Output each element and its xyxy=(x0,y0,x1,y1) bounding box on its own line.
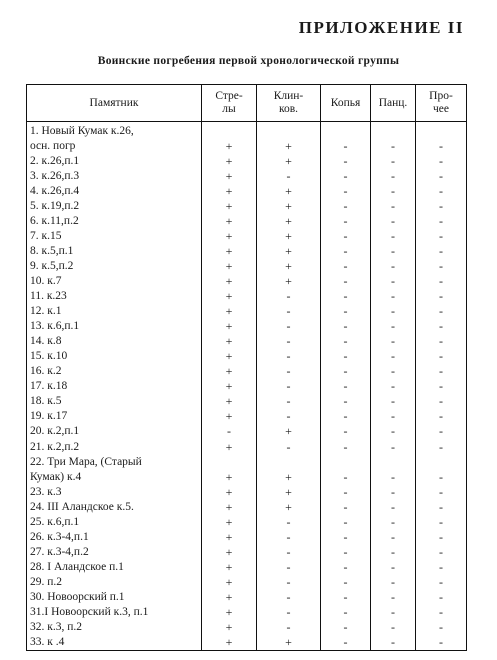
monument-cell: 12. к.1 xyxy=(27,304,202,319)
column-header-blades-text: Клин- ков. xyxy=(273,90,304,115)
other-cell: - xyxy=(416,439,467,454)
armor-cell: - xyxy=(371,349,416,364)
arrows-cell: + xyxy=(202,499,257,514)
arrows-cell: + xyxy=(202,589,257,604)
armor-cell: - xyxy=(371,213,416,228)
monument-cell: 1. Новый Кумак к.26, xyxy=(27,122,202,139)
blades-cell: + xyxy=(257,183,321,198)
other-cell: - xyxy=(416,198,467,213)
monument-cell: 2. к.26,п.1 xyxy=(27,153,202,168)
table-row xyxy=(27,454,467,469)
table-row xyxy=(27,213,467,228)
arrows-cell: + xyxy=(202,379,257,394)
blades-cell: - xyxy=(257,544,321,559)
arrows-cell: + xyxy=(202,469,257,484)
other-cell: - xyxy=(416,469,467,484)
table-row xyxy=(27,289,467,304)
column-header-monument: Памятник xyxy=(27,85,202,122)
spears-cell: - xyxy=(321,439,371,454)
armor-cell: - xyxy=(371,168,416,183)
table-row xyxy=(27,334,467,349)
table-row xyxy=(27,574,467,589)
spears-cell: - xyxy=(321,484,371,499)
blades-cell: - xyxy=(257,574,321,589)
armor-cell: - xyxy=(371,319,416,334)
armor-cell: - xyxy=(371,635,416,651)
other-cell: - xyxy=(416,514,467,529)
header-row xyxy=(27,85,467,122)
table-row xyxy=(27,544,467,559)
table-row xyxy=(27,605,467,620)
monument-cell: 6. к.11,п.2 xyxy=(27,213,202,228)
other-cell: - xyxy=(416,544,467,559)
table-row xyxy=(27,409,467,424)
monument-cell: 20. к.2,п.1 xyxy=(27,424,202,439)
monument-cell: 16. к.2 xyxy=(27,364,202,379)
other-cell: - xyxy=(416,228,467,243)
arrows-cell: + xyxy=(202,334,257,349)
spears-cell: - xyxy=(321,574,371,589)
blades-cell: + xyxy=(257,258,321,273)
monument-cell: 32. к.3, п.2 xyxy=(27,620,202,635)
table-row xyxy=(27,138,467,153)
spears-cell: - xyxy=(321,589,371,604)
table-row xyxy=(27,589,467,604)
spears-cell xyxy=(321,122,371,139)
other-cell: - xyxy=(416,589,467,604)
armor-cell: - xyxy=(371,499,416,514)
monument-cell: 3. к.26,п.3 xyxy=(27,168,202,183)
spears-cell: - xyxy=(321,334,371,349)
other-cell: - xyxy=(416,529,467,544)
blades-cell: - xyxy=(257,334,321,349)
monument-cell: 15. к.10 xyxy=(27,349,202,364)
armor-cell: - xyxy=(371,529,416,544)
other-cell: - xyxy=(416,334,467,349)
blades-cell xyxy=(257,454,321,469)
monument-cell: 8. к.5,п.1 xyxy=(27,243,202,258)
other-cell: - xyxy=(416,574,467,589)
blades-cell: + xyxy=(257,484,321,499)
armor-cell: - xyxy=(371,243,416,258)
monument-cell: 18. к.5 xyxy=(27,394,202,409)
armor-cell: - xyxy=(371,289,416,304)
burials-table xyxy=(26,84,467,651)
other-cell: - xyxy=(416,364,467,379)
table-row xyxy=(27,349,467,364)
table-row xyxy=(27,243,467,258)
table-row xyxy=(27,273,467,288)
arrows-cell: + xyxy=(202,289,257,304)
other-cell: - xyxy=(416,319,467,334)
table-row xyxy=(27,183,467,198)
other-cell: - xyxy=(416,394,467,409)
arrows-cell: + xyxy=(202,304,257,319)
spears-cell: - xyxy=(321,620,371,635)
spears-cell: - xyxy=(321,424,371,439)
spears-cell: - xyxy=(321,138,371,153)
spears-cell: - xyxy=(321,544,371,559)
armor-cell: - xyxy=(371,258,416,273)
arrows-cell: + xyxy=(202,273,257,288)
spears-cell: - xyxy=(321,364,371,379)
monument-cell: 7. к.15 xyxy=(27,228,202,243)
monument-cell: 5. к.19,п.2 xyxy=(27,198,202,213)
blades-cell: - xyxy=(257,289,321,304)
blades-cell: + xyxy=(257,198,321,213)
arrows-cell: + xyxy=(202,439,257,454)
other-cell: - xyxy=(416,499,467,514)
arrows-cell: + xyxy=(202,559,257,574)
arrows-cell: + xyxy=(202,138,257,153)
blades-cell: - xyxy=(257,364,321,379)
blades-cell: + xyxy=(257,499,321,514)
armor-cell: - xyxy=(371,394,416,409)
other-cell: - xyxy=(416,379,467,394)
table-row xyxy=(27,484,467,499)
other-cell: - xyxy=(416,243,467,258)
spears-cell: - xyxy=(321,635,371,651)
armor-cell: - xyxy=(371,273,416,288)
armor-cell: - xyxy=(371,364,416,379)
armor-cell: - xyxy=(371,620,416,635)
table-row xyxy=(27,620,467,635)
monument-cell: 27. к.3-4,п.2 xyxy=(27,544,202,559)
column-header-arrows-text: Стре- лы xyxy=(215,90,243,115)
arrows-cell: + xyxy=(202,243,257,258)
arrows-cell: - xyxy=(202,424,257,439)
arrows-cell xyxy=(202,122,257,139)
blades-cell: - xyxy=(257,559,321,574)
table-row xyxy=(27,364,467,379)
table-row xyxy=(27,153,467,168)
other-cell: - xyxy=(416,304,467,319)
blades-cell: + xyxy=(257,469,321,484)
spears-cell xyxy=(321,454,371,469)
spears-cell: - xyxy=(321,228,371,243)
table-row xyxy=(27,198,467,213)
table-row xyxy=(27,635,467,651)
arrows-cell: + xyxy=(202,514,257,529)
other-cell: - xyxy=(416,138,467,153)
column-header-armor: Панц. xyxy=(371,85,416,122)
arrows-cell: + xyxy=(202,529,257,544)
table-row xyxy=(27,529,467,544)
armor-cell: - xyxy=(371,183,416,198)
other-cell xyxy=(416,122,467,139)
other-cell: - xyxy=(416,289,467,304)
armor-cell: - xyxy=(371,589,416,604)
arrows-cell: + xyxy=(202,349,257,364)
appendix-title: ПРИЛОЖЕНИЕ II xyxy=(298,18,464,37)
armor-cell: - xyxy=(371,605,416,620)
armor-cell: - xyxy=(371,484,416,499)
other-cell: - xyxy=(416,484,467,499)
blades-cell: - xyxy=(257,605,321,620)
blades-cell: + xyxy=(257,153,321,168)
monument-cell: 17. к.18 xyxy=(27,379,202,394)
column-header-other xyxy=(416,85,467,122)
spears-cell: - xyxy=(321,349,371,364)
arrows-cell xyxy=(202,454,257,469)
monument-cell: 33. к .4 xyxy=(27,635,202,651)
table-row xyxy=(27,379,467,394)
blades-cell: + xyxy=(257,228,321,243)
armor-cell: - xyxy=(371,514,416,529)
spears-cell: - xyxy=(321,379,371,394)
spears-cell: - xyxy=(321,514,371,529)
monument-cell: осн. погр xyxy=(27,138,202,153)
armor-cell: - xyxy=(371,439,416,454)
arrows-cell: + xyxy=(202,319,257,334)
monument-cell: 13. к.6,п.1 xyxy=(27,319,202,334)
blades-cell: - xyxy=(257,589,321,604)
spears-cell: - xyxy=(321,469,371,484)
blades-cell: + xyxy=(257,138,321,153)
table-row xyxy=(27,514,467,529)
table-row xyxy=(27,258,467,273)
blades-cell: - xyxy=(257,168,321,183)
arrows-cell: + xyxy=(202,258,257,273)
monument-cell: 21. к.2,п.2 xyxy=(27,439,202,454)
spears-cell: - xyxy=(321,319,371,334)
armor-cell: - xyxy=(371,228,416,243)
arrows-cell: + xyxy=(202,364,257,379)
table-body xyxy=(27,122,467,651)
blades-cell: - xyxy=(257,379,321,394)
armor-cell: - xyxy=(371,334,416,349)
armor-cell: - xyxy=(371,469,416,484)
monument-cell: 9. к.5,п.2 xyxy=(27,258,202,273)
armor-cell xyxy=(371,454,416,469)
other-cell: - xyxy=(416,635,467,651)
spears-cell: - xyxy=(321,183,371,198)
spears-cell: - xyxy=(321,153,371,168)
other-cell: - xyxy=(416,213,467,228)
spears-cell: - xyxy=(321,409,371,424)
table-row xyxy=(27,122,467,139)
monument-cell: 14. к.8 xyxy=(27,334,202,349)
other-cell: - xyxy=(416,168,467,183)
monument-cell: 30. Новоорский п.1 xyxy=(27,589,202,604)
blades-cell: - xyxy=(257,304,321,319)
spears-cell: - xyxy=(321,304,371,319)
monument-cell: 19. к.17 xyxy=(27,409,202,424)
blades-cell: - xyxy=(257,620,321,635)
monument-cell: 25. к.6,п.1 xyxy=(27,514,202,529)
table-row xyxy=(27,168,467,183)
arrows-cell: + xyxy=(202,620,257,635)
other-cell: - xyxy=(416,559,467,574)
arrows-cell: + xyxy=(202,544,257,559)
table-row xyxy=(27,319,467,334)
monument-cell: 26. к.3-4,п.1 xyxy=(27,529,202,544)
arrows-cell: + xyxy=(202,198,257,213)
blades-cell: - xyxy=(257,439,321,454)
blades-cell: - xyxy=(257,529,321,544)
arrows-cell: + xyxy=(202,183,257,198)
table-row xyxy=(27,394,467,409)
table-caption: Воинские погребения первой хронологической группы xyxy=(97,55,400,67)
monument-cell: 28. I Аландское п.1 xyxy=(27,559,202,574)
armor-cell xyxy=(371,122,416,139)
monument-cell: 11. к.23 xyxy=(27,289,202,304)
armor-cell: - xyxy=(371,304,416,319)
armor-cell: - xyxy=(371,138,416,153)
spears-cell: - xyxy=(321,605,371,620)
monument-cell: 29. п.2 xyxy=(27,574,202,589)
armor-cell: - xyxy=(371,198,416,213)
other-cell: - xyxy=(416,183,467,198)
blades-cell: + xyxy=(257,243,321,258)
spears-cell: - xyxy=(321,394,371,409)
monument-cell: 22. Три Мара, (Старый xyxy=(27,454,202,469)
table-row xyxy=(27,228,467,243)
arrows-cell: + xyxy=(202,153,257,168)
spears-cell: - xyxy=(321,289,371,304)
blades-cell: - xyxy=(257,319,321,334)
arrows-cell: + xyxy=(202,484,257,499)
other-cell: - xyxy=(416,349,467,364)
blades-cell: + xyxy=(257,213,321,228)
column-header-spears: Копья xyxy=(321,85,371,122)
arrows-cell: + xyxy=(202,409,257,424)
armor-cell: - xyxy=(371,379,416,394)
monument-cell: Кумак) к.4 xyxy=(27,469,202,484)
other-cell: - xyxy=(416,424,467,439)
other-cell: - xyxy=(416,409,467,424)
monument-cell: 23. к.3 xyxy=(27,484,202,499)
arrows-cell: + xyxy=(202,213,257,228)
arrows-cell: + xyxy=(202,394,257,409)
monument-cell: 4. к.26,п.4 xyxy=(27,183,202,198)
column-header-blades xyxy=(257,85,321,122)
armor-cell: - xyxy=(371,559,416,574)
spears-cell: - xyxy=(321,258,371,273)
spears-cell: - xyxy=(321,243,371,258)
other-cell: - xyxy=(416,620,467,635)
armor-cell: - xyxy=(371,153,416,168)
arrows-cell: + xyxy=(202,168,257,183)
table-row xyxy=(27,559,467,574)
arrows-cell: + xyxy=(202,605,257,620)
column-header-other-text: Про- чее xyxy=(429,90,453,115)
arrows-cell: + xyxy=(202,635,257,651)
armor-cell: - xyxy=(371,424,416,439)
spears-cell: - xyxy=(321,198,371,213)
blades-cell: - xyxy=(257,349,321,364)
blades-cell xyxy=(257,122,321,139)
monument-cell: 31.I Новоорский к.3, п.1 xyxy=(27,605,202,620)
blades-cell: + xyxy=(257,424,321,439)
table-row xyxy=(27,304,467,319)
other-cell: - xyxy=(416,605,467,620)
spears-cell: - xyxy=(321,499,371,514)
monument-cell: 10. к.7 xyxy=(27,273,202,288)
table-row xyxy=(27,469,467,484)
blades-cell: + xyxy=(257,273,321,288)
blades-cell: - xyxy=(257,409,321,424)
monument-cell: 24. III Аландское к.5. xyxy=(27,499,202,514)
table-row xyxy=(27,424,467,439)
spears-cell: - xyxy=(321,529,371,544)
armor-cell: - xyxy=(371,409,416,424)
spears-cell: - xyxy=(321,213,371,228)
table-row xyxy=(27,499,467,514)
arrows-cell: + xyxy=(202,228,257,243)
armor-cell: - xyxy=(371,574,416,589)
spears-cell: - xyxy=(321,273,371,288)
spears-cell: - xyxy=(321,559,371,574)
armor-cell: - xyxy=(371,544,416,559)
column-header-arrows xyxy=(202,85,257,122)
other-cell xyxy=(416,454,467,469)
blades-cell: + xyxy=(257,635,321,651)
arrows-cell: + xyxy=(202,574,257,589)
other-cell: - xyxy=(416,273,467,288)
spears-cell: - xyxy=(321,168,371,183)
table-row xyxy=(27,439,467,454)
blades-cell: - xyxy=(257,514,321,529)
other-cell: - xyxy=(416,258,467,273)
blades-cell: - xyxy=(257,394,321,409)
other-cell: - xyxy=(416,153,467,168)
